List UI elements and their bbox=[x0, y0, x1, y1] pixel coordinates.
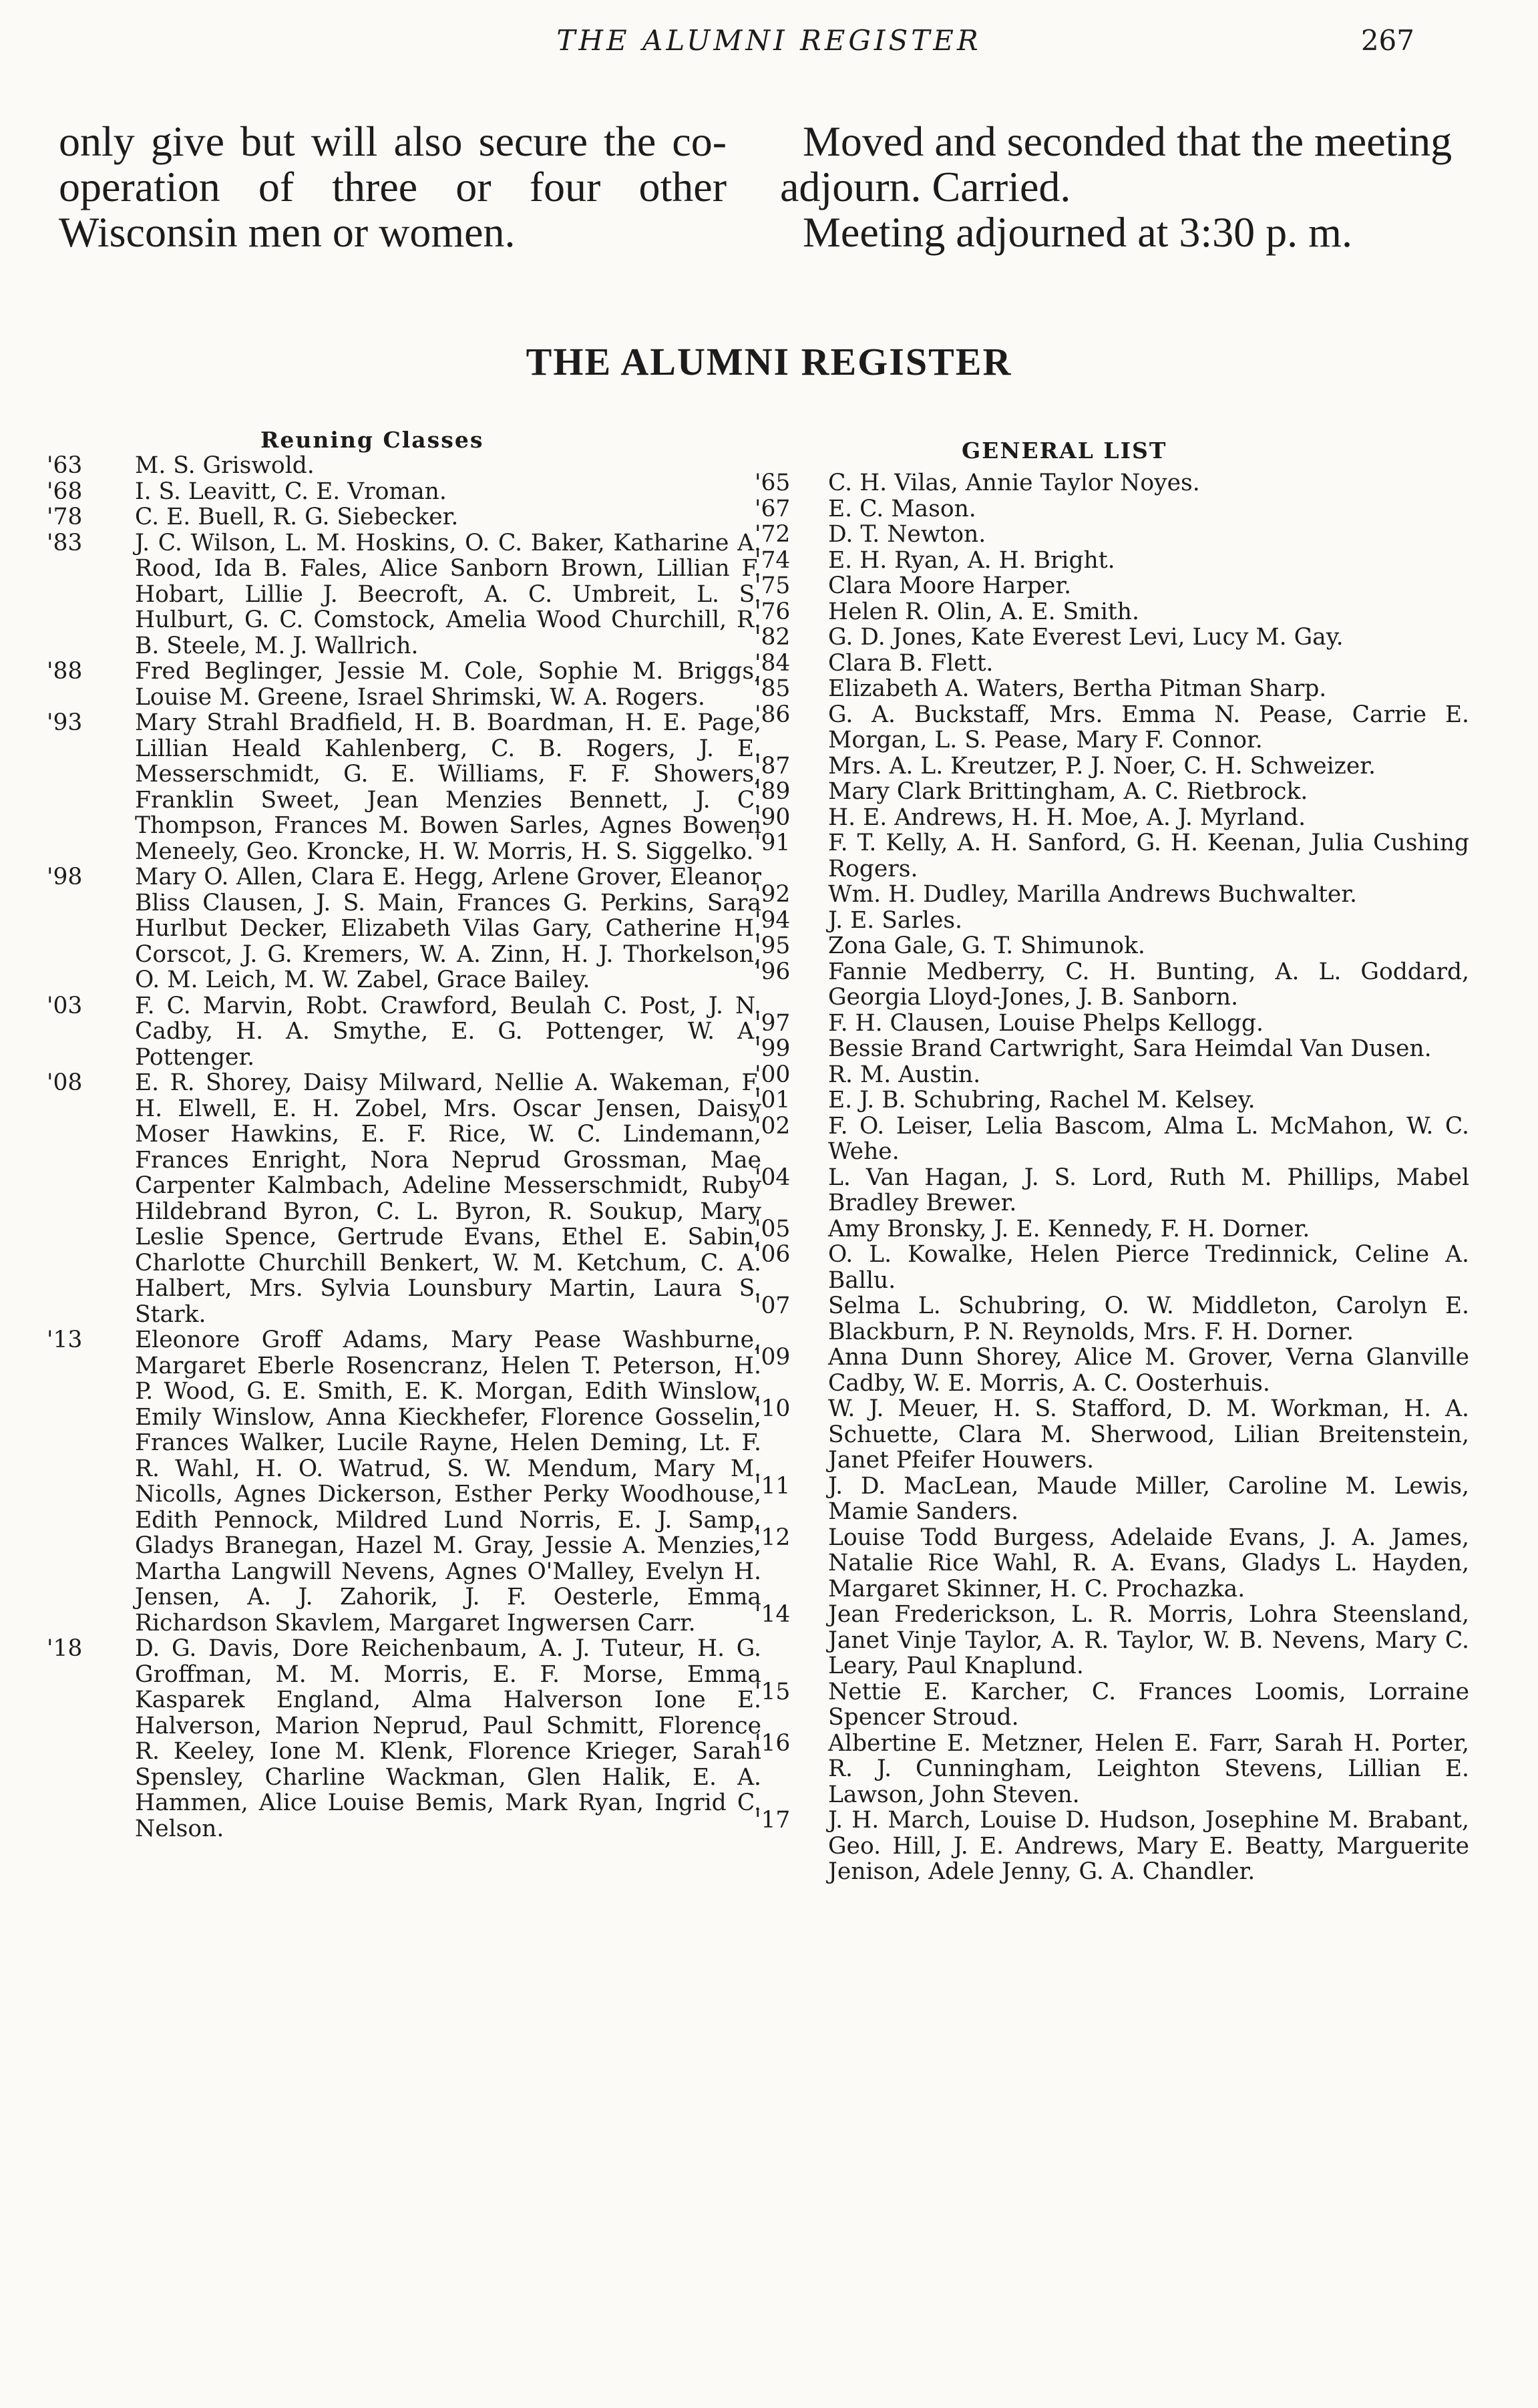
alumni-names: E. C. Mason. bbox=[828, 495, 976, 522]
reuning-entry bbox=[47, 864, 761, 993]
general-entry bbox=[755, 1011, 1469, 1037]
general-entry bbox=[755, 1396, 1469, 1474]
running-head: THE ALUMNI REGISTER bbox=[556, 24, 982, 57]
class-year: '07 bbox=[755, 1293, 791, 1319]
general-entry bbox=[755, 959, 1469, 1011]
class-year: '89 bbox=[755, 778, 791, 805]
class-year: '74 bbox=[755, 546, 791, 574]
reuning-classes-column bbox=[47, 427, 761, 1842]
class-year: '17 bbox=[755, 1807, 791, 1834]
reuning-entry bbox=[47, 659, 761, 710]
class-year: '15 bbox=[755, 1678, 791, 1705]
alumni-names: Mary Strahl Bradfield, H. B. Boardman, H. E. Page, Lillian Heald Kahlenberg, C. B. Rogers, J. E. Messerschmidt, G. E. Williams, F. F. Showers, Franklin Sweet, Jean Menzies Bennett, J. C. Thompson, Frances M. Bowen Sarles, Agnes Bowen Meneely, Geo. Kroncke, H. W. Morris, H. S. Siggelko. bbox=[135, 709, 761, 865]
general-entry bbox=[755, 1525, 1469, 1602]
alumni-names: G. D. Jones, Kate Everest Levi, Lucy M. Gay. bbox=[828, 624, 1344, 651]
alumni-names: J. H. March, Louise D. Hudson, Josephine M. Brabant, Geo. Hill, J. E. Andrews, Mary E. Beatty, Marguerite Jenison, Adele Jenny, G. A. Chandler. bbox=[828, 1807, 1469, 1885]
register-heading: THE ALUMNI REGISTER bbox=[526, 340, 1012, 383]
general-entry bbox=[755, 1087, 1469, 1113]
alumni-names: Bessie Brand Cartwright, Sara Heimdal Van Dusen. bbox=[828, 1035, 1432, 1062]
general-entry bbox=[755, 651, 1469, 677]
general-entry bbox=[755, 599, 1469, 625]
general-entry bbox=[755, 1731, 1469, 1808]
alumni-names: Mary Clark Brittingham, A. C. Rietbrock. bbox=[828, 778, 1308, 805]
alumni-names: H. E. Andrews, H. H. Moe, A. J. Myrland. bbox=[828, 804, 1306, 831]
general-entry bbox=[755, 702, 1469, 753]
alumni-names: E. R. Shorey, Daisy Milward, Nellie A. Wakeman, F. H. Elwell, E. H. Zobel, Mrs. Oscar Jensen, Daisy Moser Hawkins, E. F. Rice, W. C. Lindemann, Frances Enright, Nora Neprud Grossman, Mae Carpenter Kalmbach, Adeline Messerschmidt, Ruby Hildebrand Byron, C. L. Byron, R. Soukup, Mary Leslie Spence, Gertrude Evans, Ethel E. Sabin, Charlotte Churchill Benkert, W. M. Ketchum, C. A. Halbert, Mrs. Sylvia Lounsbury Martin, Laura S. Stark. bbox=[135, 1069, 761, 1328]
alumni-names: L. Van Hagan, J. S. Lord, Ruth M. Phillips, Mabel Bradley Brewer. bbox=[828, 1164, 1469, 1216]
class-year: '72 bbox=[755, 521, 791, 548]
general-entry bbox=[755, 1036, 1469, 1062]
class-year: '02 bbox=[755, 1112, 791, 1140]
general-entry bbox=[755, 1679, 1469, 1731]
general-entry bbox=[755, 1474, 1469, 1525]
class-year: '65 bbox=[755, 470, 791, 496]
class-year: '83 bbox=[47, 529, 83, 556]
class-year: '67 bbox=[755, 495, 791, 522]
alumni-names: J. C. Wilson, L. M. Hoskins, O. C. Baker, Katharine A. Rood, Ida B. Fales, Alice Sanborn Brown, Lillian F. Hobart, Lillie J. Beecroft, A. C. Umbreit, L. S. Hulburt, G. C. Comstock, Amelia Wood Churchill, R. B. Steele, M. J. Wallrich. bbox=[135, 529, 761, 659]
general-entry bbox=[755, 882, 1469, 908]
reuning-entry bbox=[47, 1070, 761, 1327]
reuning-entry bbox=[47, 710, 761, 864]
alumni-names: Mrs. A. L. Kreutzer, P. J. Noer, C. H. Schweizer. bbox=[828, 752, 1376, 780]
alumni-names: C. E. Buell, R. G. Siebecker. bbox=[135, 504, 459, 530]
alumni-names: Fannie Medberry, C. H. Bunting, A. L. Goddard, Georgia Lloyd-Jones, J. B. Sanborn. bbox=[828, 958, 1469, 1011]
reuning-entry bbox=[47, 453, 761, 479]
general-entry bbox=[755, 908, 1469, 934]
alumni-names: Fred Beglinger, Jessie M. Cole, Sophie M. Briggs, Louise M. Greene, Israel Shrimski, W. A. Rogers. bbox=[135, 658, 761, 711]
reuning-classes-list bbox=[47, 453, 761, 1842]
class-year: '76 bbox=[755, 598, 791, 625]
alumni-names: Mary O. Allen, Clara E. Hegg, Arlene Grover, Eleanor Bliss Clausen, J. S. Main, Frances G. Perkins, Sara Hurlbut Decker, Elizabeth Vilas Gary, Catherine H. Corscot, J. G. Kremers, W. A. Zinn, H. J. Thorkelson, O. M. Leich, M. W. Zabel, Grace Bailey. bbox=[135, 864, 761, 993]
general-entry bbox=[755, 1113, 1469, 1165]
general-entry bbox=[755, 1216, 1469, 1242]
continuation-left-column bbox=[59, 119, 727, 255]
reuning-entry bbox=[47, 479, 761, 505]
class-year: '84 bbox=[755, 649, 791, 677]
general-entry bbox=[755, 753, 1469, 780]
class-year: '00 bbox=[755, 1061, 791, 1088]
class-year: '87 bbox=[755, 752, 791, 780]
alumni-names: Selma L. Schubring, O. W. Middleton, Carolyn E. Blackburn, P. N. Reynolds, Mrs. F. H. Dorner. bbox=[828, 1293, 1469, 1345]
class-year: '06 bbox=[755, 1241, 791, 1268]
class-year: '14 bbox=[755, 1601, 791, 1628]
general-entry bbox=[755, 676, 1469, 702]
alumni-names: O. L. Kowalke, Helen Pierce Tredinnick, Celine A. Ballu. bbox=[828, 1241, 1469, 1294]
alumni-names: Zona Gale, G. T. Shimunok. bbox=[828, 932, 1145, 959]
class-year: '75 bbox=[755, 572, 791, 599]
class-year: '13 bbox=[47, 1327, 83, 1353]
alumni-names: E. J. B. Schubring, Rachel M. Kelsey. bbox=[828, 1087, 1256, 1113]
alumni-names: Wm. H. Dudley, Marilla Andrews Buchwalter. bbox=[828, 881, 1357, 908]
reuning-entry bbox=[47, 530, 761, 659]
alumni-names: Clara B. Flett. bbox=[828, 649, 994, 677]
alumni-names: Helen R. Olin, A. E. Smith. bbox=[828, 598, 1139, 625]
reuning-entry bbox=[47, 1327, 761, 1636]
continuation-right-paragraph: Moved and seconded that the meeting adjourn. Carried. bbox=[780, 118, 1453, 210]
page-number: 267 bbox=[1360, 24, 1414, 57]
alumni-names: F. H. Clausen, Louise Phelps Kellogg. bbox=[828, 1009, 1264, 1037]
alumni-names: Amy Bronsky, J. E. Kennedy, F. H. Dorner. bbox=[828, 1215, 1310, 1242]
alumni-names: Clara Moore Harper. bbox=[828, 572, 1072, 599]
class-year: '11 bbox=[755, 1472, 791, 1500]
general-entry bbox=[755, 933, 1469, 959]
continuation-right-column bbox=[780, 119, 1468, 255]
general-entry bbox=[755, 625, 1469, 651]
alumni-names: Jean Frederickson, L. R. Morris, Lohra Steensland, Janet Vinje Taylor, A. R. Taylor, W. B. Nevens, Mary C. Leary, Paul Knaplund. bbox=[828, 1601, 1469, 1679]
class-year: '05 bbox=[755, 1215, 791, 1242]
class-year: '96 bbox=[755, 958, 791, 985]
alumni-names: G. A. Buckstaff, Mrs. Emma N. Pease, Carrie E. Morgan, L. S. Pease, Mary F. Connor. bbox=[828, 701, 1469, 753]
alumni-names: Albertine E. Metzner, Helen E. Farr, Sarah H. Porter, R. J. Cunningham, Leighton Stevens, Lillian E. Lawson, John Steven. bbox=[828, 1729, 1469, 1808]
class-year: '85 bbox=[755, 675, 791, 702]
class-year: '86 bbox=[755, 701, 791, 728]
continuation-left-text: only give but will also secure the co-operation of three or four other Wisconsin men or women. bbox=[59, 118, 727, 256]
class-year: '68 bbox=[47, 478, 83, 505]
general-entry bbox=[755, 830, 1469, 882]
general-entry bbox=[755, 805, 1469, 831]
class-year: '93 bbox=[47, 709, 83, 736]
alumni-names: E. H. Ryan, A. H. Bright. bbox=[828, 546, 1115, 574]
alumni-names: F. C. Marvin, Robt. Crawford, Beulah C. Post, J. N. Cadby, H. A. Smythe, E. G. Pottenger, W. A. Pottenger. bbox=[135, 992, 761, 1071]
class-year: '91 bbox=[755, 830, 791, 856]
class-year: '99 bbox=[755, 1035, 791, 1062]
class-year: '88 bbox=[47, 658, 83, 685]
class-year: '12 bbox=[755, 1524, 791, 1551]
general-list-entries bbox=[755, 470, 1469, 1885]
general-entry bbox=[755, 1242, 1469, 1293]
class-year: '10 bbox=[755, 1395, 791, 1422]
alumni-names: Eleonore Groff Adams, Mary Pease Washburne, Margaret Eberle Rosencranz, Helen T. Peterson, H. P. Wood, G. E. Smith, E. K. Morgan, Edith Winslow, Emily Winslow, Anna Kieckhefer, Florence Gosselin, Frances Walker, Lucile Rayne, Helen Deming, Lt. F. R. Wahl, H. O. Watrud, S. W. Mendum, Mary M. Nicolls, Agnes Dickerson, Esther Perky Woodhouse, Edith Pennock, Mildred Lund Norris, E. J. Samp, Gladys Branegan, Hazel M. Gray, Jessie A. Menzies, Martha Langwill Nevens, Agnes O'Malley, Evelyn H. Jensen, A. J. Zahorik, J. F. Oesterle, Emma Richardson Skavlem, Margaret Ingwersen Carr. bbox=[135, 1327, 761, 1637]
class-year: '78 bbox=[47, 504, 83, 530]
class-year: '63 bbox=[47, 452, 83, 479]
general-entry bbox=[755, 1602, 1469, 1679]
alumni-names: Louise Todd Burgess, Adelaide Evans, J. A. James, Natalie Rice Wahl, R. A. Evans, Gladys L. Hayden, Margaret Skinner, H. C. Prochazka. bbox=[828, 1524, 1469, 1602]
alumni-names: W. J. Meuer, H. S. Stafford, D. M. Workman, H. A. Schuette, Clara M. Sherwood, Lilian Breitenstein, Janet Pfeifer Houwers. bbox=[828, 1395, 1469, 1474]
general-entry bbox=[755, 548, 1469, 574]
reuning-entry bbox=[47, 993, 761, 1071]
general-list-column bbox=[755, 438, 1469, 1885]
class-year: '04 bbox=[755, 1164, 791, 1191]
alumni-names: Anna Dunn Shorey, Alice M. Grover, Verna Glanville Cadby, W. E. Morris, A. C. Oosterhuis. bbox=[828, 1344, 1469, 1397]
alumni-names: F. O. Leiser, Lelia Bascom, Alma L. McMahon, W. C. Wehe. bbox=[828, 1112, 1469, 1165]
class-year: '01 bbox=[755, 1087, 791, 1113]
alumni-names: M. S. Griswold. bbox=[135, 452, 315, 479]
reuning-classes-heading: Reuning Classes bbox=[260, 427, 484, 453]
general-entry bbox=[755, 496, 1469, 522]
alumni-names: C. H. Vilas, Annie Taylor Noyes. bbox=[828, 470, 1200, 496]
general-entry bbox=[755, 1808, 1469, 1885]
class-year: '94 bbox=[755, 906, 791, 934]
alumni-names: Nettie E. Karcher, C. Frances Loomis, Lorraine Spencer Stroud. bbox=[828, 1678, 1469, 1731]
alumni-names: R. M. Austin. bbox=[828, 1061, 981, 1088]
class-year: '08 bbox=[47, 1069, 83, 1096]
continuation-right-paragraph: Meeting adjourned at 3:30 p. m. bbox=[803, 208, 1352, 256]
class-year: '90 bbox=[755, 804, 791, 831]
general-entry bbox=[755, 1165, 1469, 1216]
general-entry bbox=[755, 573, 1469, 599]
alumni-names: J. D. MacLean, Maude Miller, Caroline M. Lewis, Mamie Sanders. bbox=[828, 1472, 1469, 1525]
class-year: '97 bbox=[755, 1009, 791, 1037]
alumni-names: Elizabeth A. Waters, Bertha Pitman Sharp. bbox=[828, 675, 1327, 702]
alumni-names: I. S. Leavitt, C. E. Vroman. bbox=[135, 478, 447, 505]
general-entry bbox=[755, 1293, 1469, 1345]
reuning-entry bbox=[47, 504, 761, 530]
general-entry bbox=[755, 1345, 1469, 1396]
general-entry bbox=[755, 1062, 1469, 1088]
class-year: '16 bbox=[755, 1729, 791, 1757]
general-entry bbox=[755, 779, 1469, 805]
class-year: '92 bbox=[755, 881, 791, 908]
class-year: '09 bbox=[755, 1344, 791, 1371]
general-list-heading: GENERAL LIST bbox=[962, 438, 1167, 464]
reuning-entry bbox=[47, 1636, 761, 1842]
general-entry bbox=[755, 522, 1469, 548]
class-year: '03 bbox=[47, 992, 83, 1019]
class-year: '82 bbox=[755, 624, 791, 651]
alumni-names: D. G. Davis, Dore Reichenbaum, A. J. Tuteur, H. G. Groffman, M. M. Morris, E. F. Morse, Emma Kasparek England, Alma Halverson Ione E. Halverson, Marion Neprud, Paul Schmitt, Florence R. Keeley, Ione M. Klenk, Florence Krieger, Sarah Spensley, Charline Wackman, Glen Halik, E. A. Hammen, Alice Louise Bemis, Mark Ryan, Ingrid C. Nelson. bbox=[135, 1635, 761, 1842]
class-year: '98 bbox=[47, 864, 83, 890]
alumni-names: J. E. Sarles. bbox=[828, 906, 963, 934]
class-year: '18 bbox=[47, 1635, 83, 1662]
general-entry bbox=[755, 470, 1469, 496]
alumni-names: F. T. Kelly, A. H. Sanford, G. H. Keenan, Julia Cushing Rogers. bbox=[828, 830, 1469, 882]
class-year: '95 bbox=[755, 932, 791, 959]
alumni-names: D. T. Newton. bbox=[828, 521, 986, 548]
